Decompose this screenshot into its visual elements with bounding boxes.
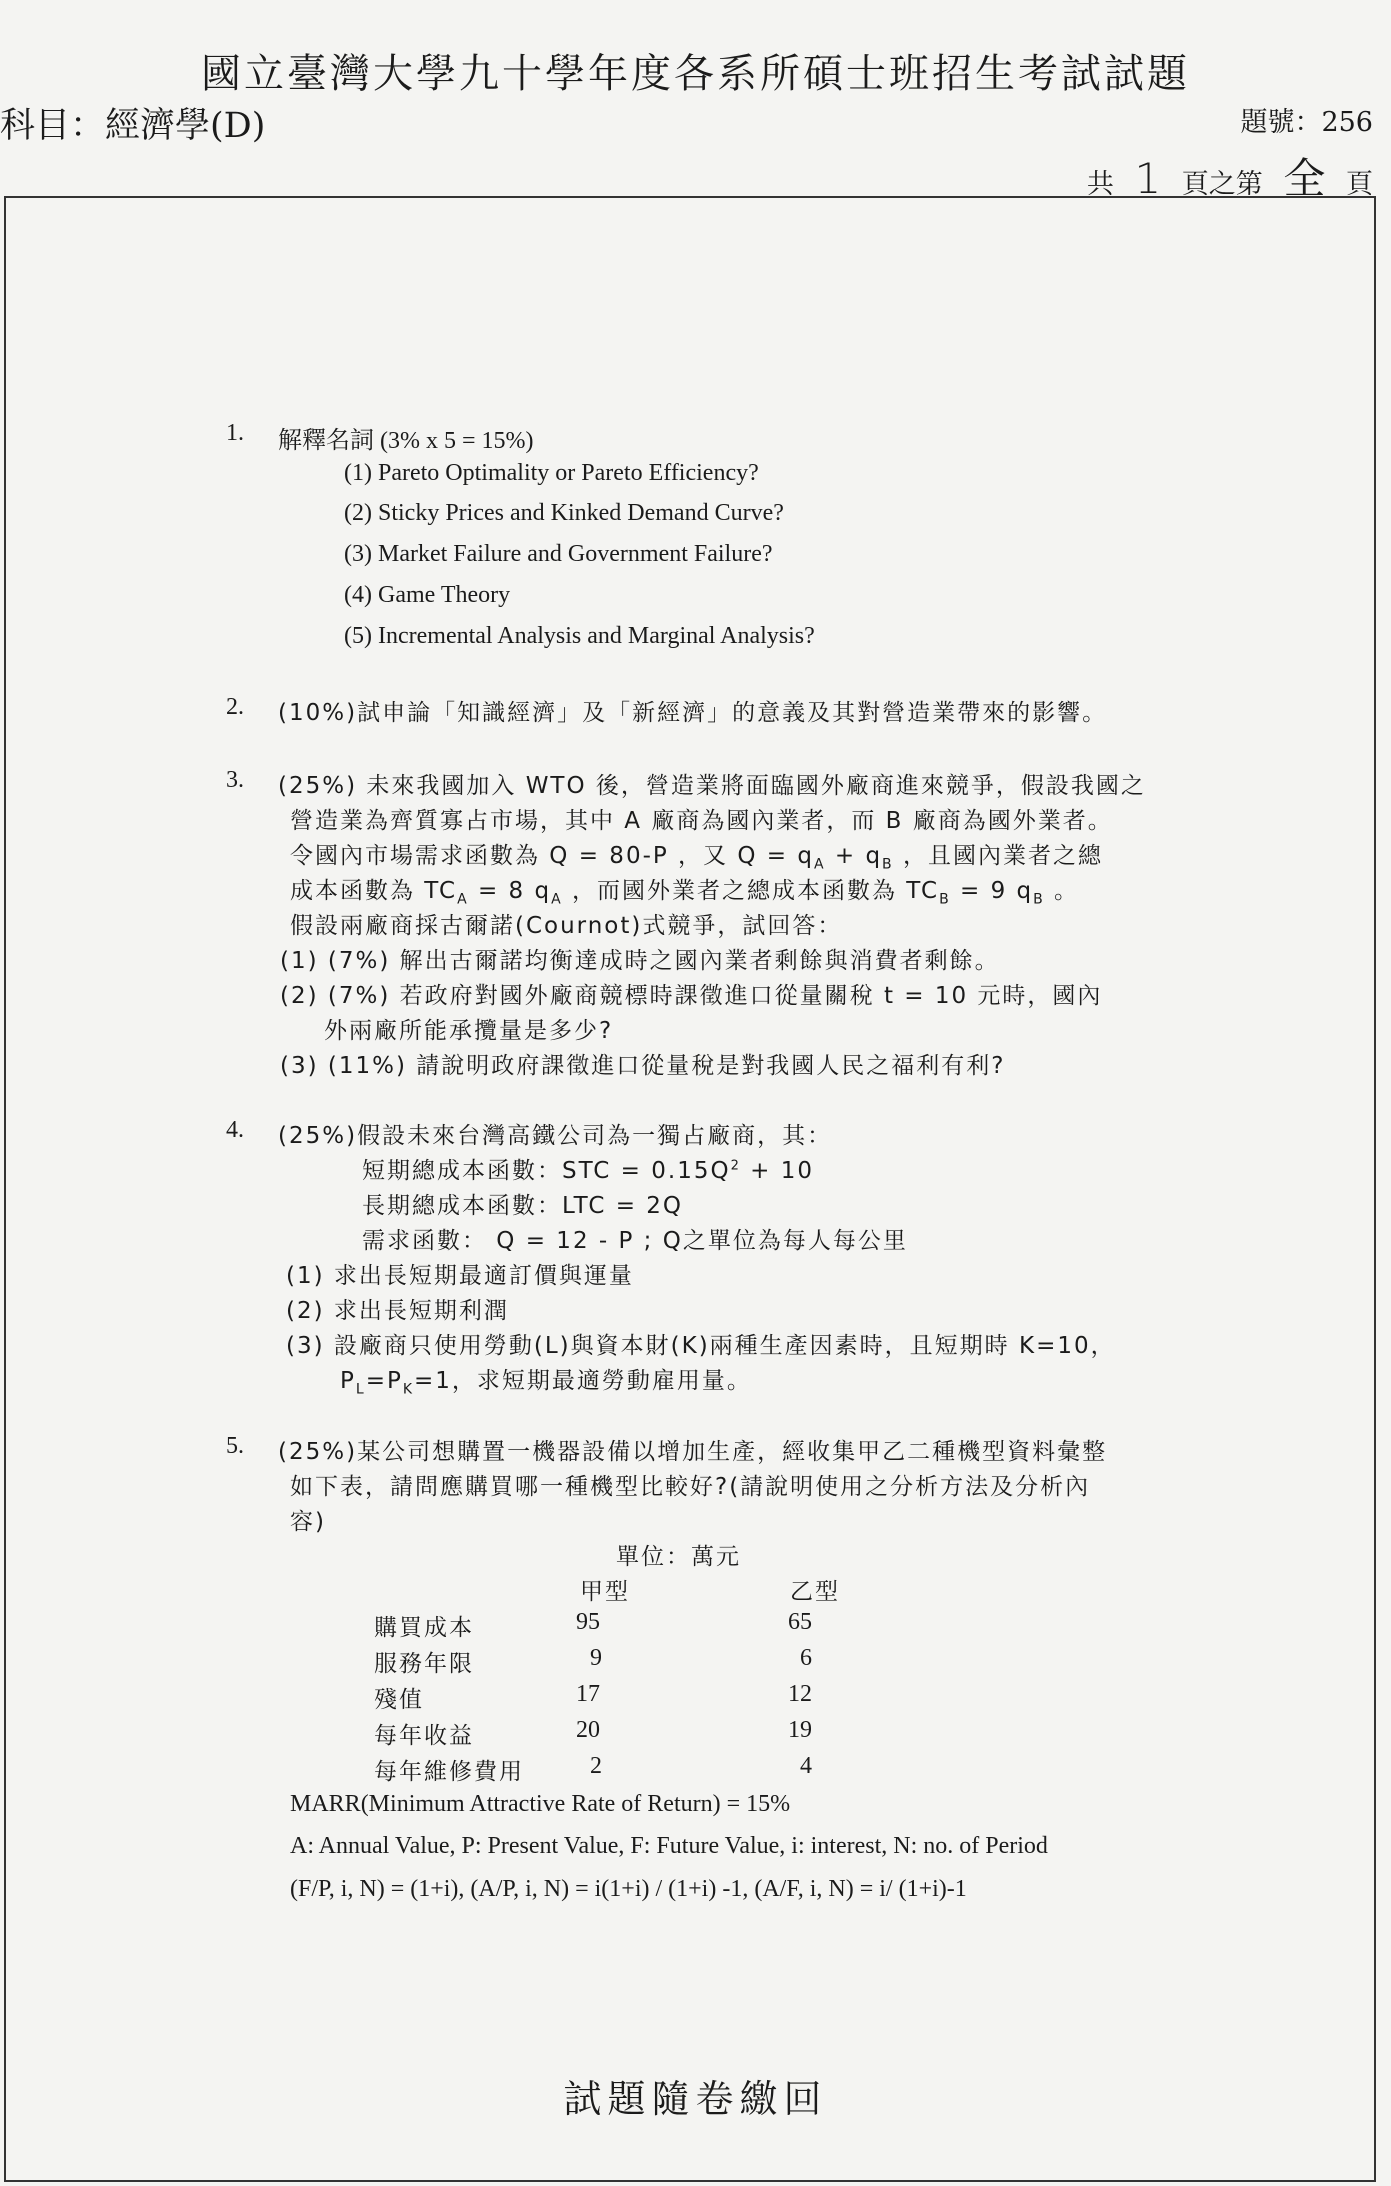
q4-stc: 短期總成本函數：STC = $0.15Q^2 + 10$ xyxy=(362,1158,815,1184)
q1-item: (2) Sticky Prices and Kinked Demand Curve? xyxy=(344,500,784,526)
table-row-label: 購買成本 xyxy=(374,1615,474,1641)
q4-heading: (25%)假設未來台灣高鐵公司為一獨占廠商，其： xyxy=(278,1123,833,1149)
table-cell: 2 xyxy=(590,1753,602,1779)
q3-line: 假設兩廠商採古爾諾(Cournot)式競爭，試回答： xyxy=(290,913,843,939)
legend-line: A: Annual Value, P: Present Value, F: Future Value, i: interest, N: no. of Period xyxy=(290,1833,1048,1859)
table-cell: 4 xyxy=(800,1753,812,1779)
table-cell: 6 xyxy=(800,1645,812,1671)
q3-number: 3. xyxy=(226,767,244,793)
pages-prefix: 共 xyxy=(1086,169,1114,200)
q4-number: 4. xyxy=(226,1117,244,1143)
q4-subquestion-cont: $P_L=P_K=1$，求短期最適勞動雇用量。 xyxy=(340,1368,752,1398)
pages-suffix: 頁 xyxy=(1346,169,1373,200)
formula-line: (F/P, i, N) = (1+i), (A/P, i, N) = i(1+i) / (1+i) -1, (A/F, i, N) = i/ (1+i)-1 xyxy=(290,1876,967,1902)
q5-line: 容) xyxy=(290,1509,326,1535)
q1-number: 1. xyxy=(226,420,244,446)
q3-subquestion: (2) (7%) 若政府對國外廠商競標時課徵進口從量關稅 t = 10 元時，國內 xyxy=(280,983,1103,1009)
table-row-label: 每年維修費用 xyxy=(374,1759,524,1785)
table-cell: 12 xyxy=(788,1681,812,1707)
q4-ltc: 長期總成本函數：LTC = 2Q xyxy=(362,1193,684,1219)
table-cell: 95 xyxy=(576,1609,600,1635)
table-unit: 單位：萬元 xyxy=(616,1544,741,1570)
question-number: 題號：256 xyxy=(1240,107,1373,138)
exam-title: 國立臺灣大學九十學年度各系所碩士班招生考試試題 xyxy=(201,51,1190,97)
marr-line: MARR(Minimum Attractive Rate of Return) = 15% xyxy=(290,1791,791,1817)
q1-item: (5) Incremental Analysis and Marginal Analysis? xyxy=(344,623,815,649)
q1-heading: 解釋名詞 (3% x 5 = 15%) xyxy=(278,428,534,454)
pages-total: 1 xyxy=(1134,154,1162,203)
footer-note: 試題隨卷繳回 xyxy=(563,2077,828,2121)
table-col-header: 甲型 xyxy=(580,1579,630,1605)
q1-item: (4) Game Theory xyxy=(344,582,511,608)
table-cell: 65 xyxy=(788,1609,812,1635)
q3-subquestion: (1) (7%) 解出古爾諾均衡達成時之國內業者剩餘與消費者剩餘。 xyxy=(280,948,1000,974)
q1-item: (1) Pareto Optimality or Pareto Efficiency? xyxy=(344,460,759,486)
subject-label: 科目：經濟學(D) xyxy=(0,106,266,146)
q4-demand: 需求函數： Q = 12 - P ; Q之單位為每人每公里 xyxy=(362,1228,908,1254)
table-cell: 19 xyxy=(788,1717,812,1743)
q5-number: 5. xyxy=(226,1433,244,1459)
table-cell: 9 xyxy=(590,1645,602,1671)
q5-line: 如下表，請問應購買哪一種機型比較好?(請說明使用之分析方法及分析內 xyxy=(290,1474,1091,1500)
table-row-label: 每年收益 xyxy=(374,1723,474,1749)
q3-subquestion-cont: 外兩廠所能承攬量是多少? xyxy=(324,1018,614,1044)
q3-line: (25%) 未來我國加入 WTO 後，營造業將面臨國外廠商進來競爭，假設我國之 xyxy=(278,773,1146,799)
table-row-label: 殘值 xyxy=(374,1687,424,1713)
q3-subquestion: (3) (11%) 請說明政府課徵進口從量稅是對我國人民之福利有利? xyxy=(280,1053,1006,1079)
q3-cost-line: 成本函數為 $TC_A = 8$ $q_A$ ，而國外業者之總成本函數為 $TC_B = 9$ $q_B$ 。 xyxy=(290,878,1080,908)
q2-text: (10%)試申論「知識經濟」及「新經濟」的意義及其對營造業帶來的影響。 xyxy=(278,700,1108,726)
q4-subquestion: (1) 求出長短期最適訂價與運量 xyxy=(286,1263,634,1289)
table-row-label: 服務年限 xyxy=(374,1651,474,1677)
q3-line: 營造業為齊質寡占市場，其中 A 廠商為國內業者，而 B 廠商為國外業者。 xyxy=(290,808,1113,834)
q3-demand-line: 令國內市場需求函數為 Q = 80-P ，又 $Q = q_A + q_B$ ，且國內業者之總 xyxy=(290,843,1103,873)
q5-line: (25%)某公司想購置一機器設備以增加生產，經收集甲乙二種機型資料彙整 xyxy=(278,1439,1108,1465)
pages-current: 全 xyxy=(1283,154,1326,203)
q1-item: (3) Market Failure and Government Failure? xyxy=(344,541,773,567)
q4-subquestion: (3) 設廠商只使用勞動(L)與資本財(K)兩種生產因素時，且短期時 K=10， xyxy=(286,1333,1116,1359)
table-col-header: 乙型 xyxy=(790,1579,840,1605)
q4-subquestion: (2) 求出長短期利潤 xyxy=(286,1298,509,1324)
table-cell: 20 xyxy=(576,1717,600,1743)
pages-middle: 頁之第 xyxy=(1181,169,1263,200)
table-cell: 17 xyxy=(576,1681,600,1707)
q2-number: 2. xyxy=(226,694,244,720)
